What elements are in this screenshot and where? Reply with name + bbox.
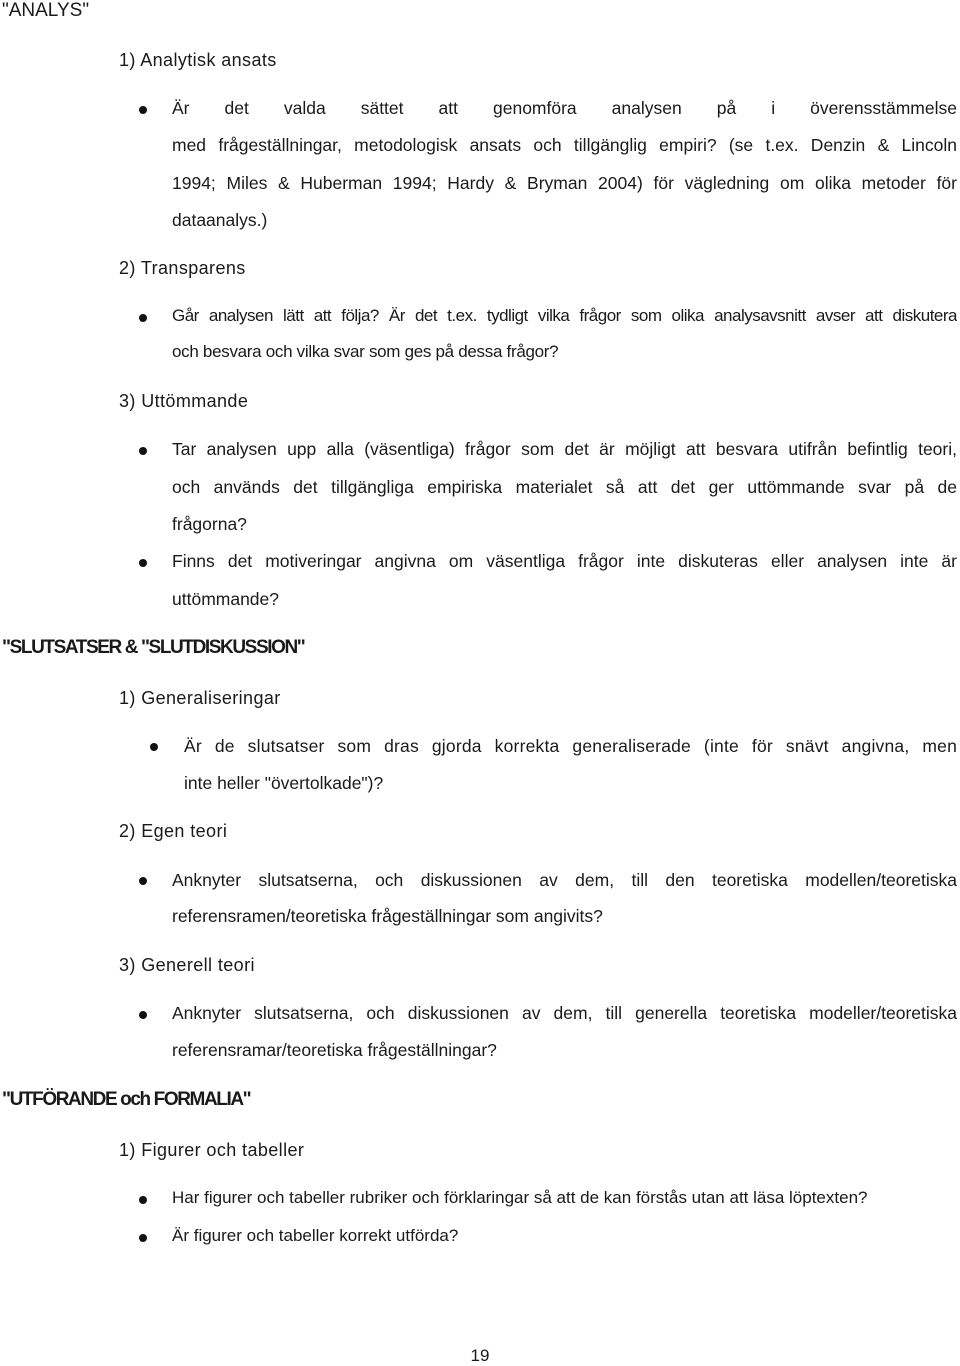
paragraph-line: referensramar/teoretiska frågeställningar? [172,1040,497,1060]
paragraph-line: dataanalys.) [172,210,268,230]
bullet-icon [139,314,147,322]
paragraph-line: uttömmande? [172,589,280,609]
section-heading-slutsatser: "SLUTSATSER & "SLUTDISKUSSION" [2,637,305,658]
paragraph-line: inte heller "övertolkade")? [184,773,384,793]
paragraph-line: Går analysen lätt att följa? Är det t.ex. tydligt vilka frågor som olika analysavsnitt avser att diskutera [172,306,957,325]
bullet-icon [139,1234,147,1242]
paragraph-line: Är de slutsatser som dras gjorda korrekta generaliserade (inte för snävt angivna, men [184,736,957,756]
paragraph-line: Har figurer och tabeller rubriker och förklaringar så att de kan förstås utan att läsa löptexten? [172,1188,868,1207]
paragraph-line: Finns det motiveringar angivna om väsentliga frågor inte diskuteras eller analysen inte är [172,551,957,571]
paragraph-line: Anknyter slutsatserna, och diskussionen av dem, till generella teoretiska modeller/teoretiska [172,1003,957,1023]
subheading-uttommande: 3) Uttömmande [119,391,249,411]
bullet-icon [139,106,147,114]
paragraph-line: Anknyter slutsatserna, och diskussionen av dem, till den teoretiska modellen/teoretiska [172,870,957,890]
bullet-icon [139,1011,147,1019]
paragraph-line: och besvara och vilka svar som ges på dessa frågor? [172,342,559,361]
bullet-icon [139,559,147,567]
paragraph-line: Är det valda sättet att genomföra analysen på i överensstämmelse [172,98,957,118]
subheading-generell-teori: 3) Generell teori [119,955,255,975]
bullet-icon [139,877,147,885]
bullet-icon [139,447,147,455]
page-number: 19 [470,1346,490,1365]
paragraph-line: Är figurer och tabeller korrekt utförda? [172,1226,459,1245]
subheading-egen-teori: 2) Egen teori [119,821,228,841]
subheading-generaliseringar: 1) Generaliseringar [119,688,281,708]
paragraph-line: Tar analysen upp alla (väsentliga) frågor som det är möjligt att besvara utifrån befintlig teori, [172,439,957,459]
bullet-icon [150,743,158,751]
paragraph-line: frågorna? [172,514,247,534]
paragraph-line: med frågeställningar, metodologisk ansats och tillgänglig empiri? (se t.ex. Denzin & Lincoln [172,135,957,155]
subheading-analytisk-ansats: 1) Analytisk ansats [119,50,277,70]
subheading-figurer-och-tabeller: 1) Figurer och tabeller [119,1140,305,1160]
bullet-icon [139,1196,147,1204]
section-heading-utforande: "UTFÖRANDE och FORMALIA" [2,1089,251,1110]
paragraph-line: 1994; Miles & Huberman 1994; Hardy & Bryman 2004) för vägledning om olika metoder för [172,173,957,193]
paragraph-line: referensramen/teoretiska frågeställningar som angivits? [172,906,603,926]
section-heading-analys: "ANALYS" [2,0,90,21]
subheading-transparens: 2) Transparens [119,258,246,278]
paragraph-line: och används det tillgängliga empiriska materialet så att det ger uttömmande svar på de [172,477,957,497]
